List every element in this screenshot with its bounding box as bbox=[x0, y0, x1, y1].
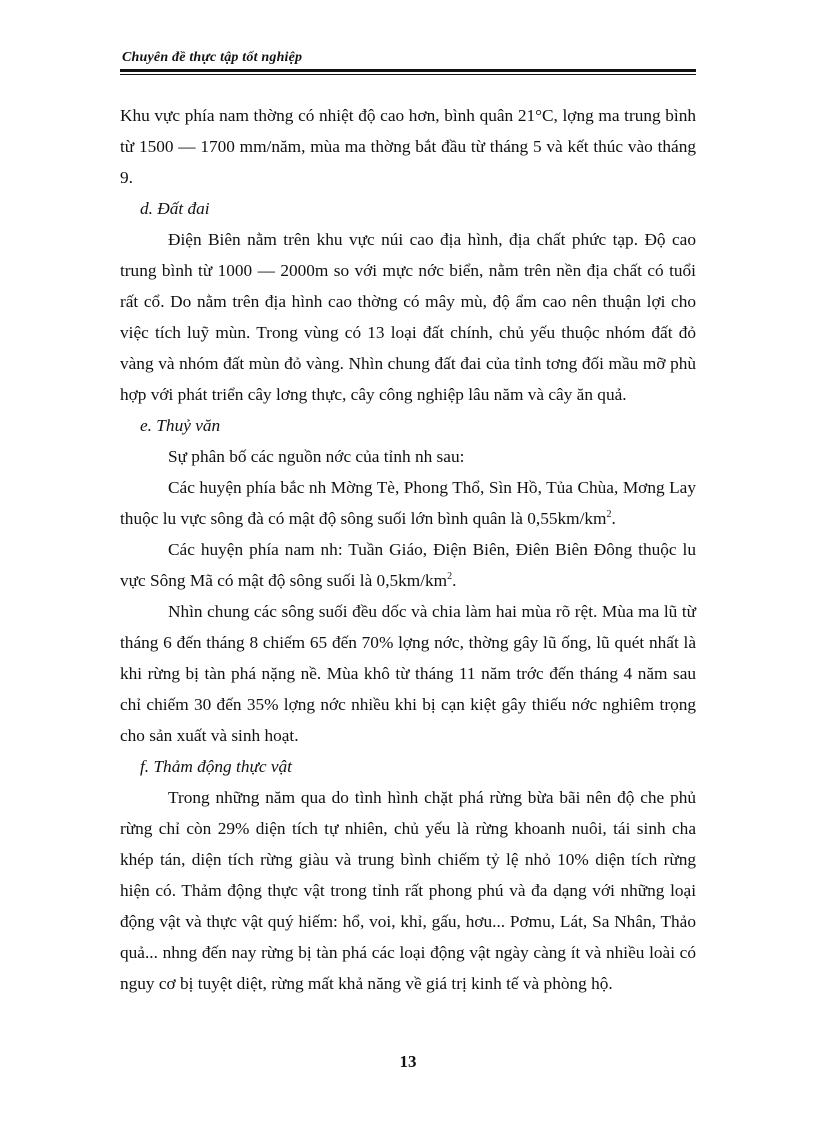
paragraph-forest: Trong những năm qua do tình hình chặt phá rừng bừa bãi nên độ che phủ rừng chỉ còn 29% diện tích tự nhiên, chủ yếu là rừng khoanh nuôi, tái sinh cha khép tán, diện tích rừng giàu và trung bình chiếm tỷ lệ nhỏ 10% diện tích rừng hiện có. Thảm động thực vật trong tỉnh rất phong phú và đa dạng với những loại động vật và thực vật quý hiếm: hổ, voi, khỉ, gấu, hơu... Pơmu, Lát, Sa Nhân, Thảo quả... nhng đến nay rừng bị tàn phá các loại động vật ngày càng ít và nhiều loài có nguy cơ bị tuyệt diệt, rừng mất khả năng về giá trị kinh tế và phòng hộ. bbox=[120, 788, 696, 993]
header-rule-thin bbox=[120, 74, 696, 75]
paragraph-rivers-seasons: Nhìn chung các sông suối đều dốc và chia làm hai mùa rõ rệt. Mùa ma lũ từ tháng 6 đến tháng 8 chiếm 65 đến 70% lợng nớc, thờng gây lũ ống, lũ quét nhất là khi rừng bị tàn phá nặng nề. Mùa khô từ tháng 11 năm trớc đến tháng 4 năm sau chỉ chiếm 30 đến 35% lợng nớc nhiều khi bị cạn kiệt gây thiếu nớc nghiêm trọng cho sản xuất và sinh hoạt. bbox=[120, 602, 696, 745]
north-districts-end: . bbox=[611, 509, 616, 528]
page-header bbox=[120, 50, 696, 75]
paragraph-water-distribution: Sự phân bố các nguồn nớc của tỉnh nh sau: bbox=[168, 447, 465, 466]
paragraph-climate-south: Khu vực phía nam thờng có nhiệt độ cao hơn, bình quân 21°C, lợng ma trung bình từ 1500 — 1700 mm/năm, mùa ma thờng bắt đầu từ tháng 5 và kết thúc vào tháng 9. bbox=[120, 106, 696, 187]
page-number: 13 bbox=[399, 1052, 417, 1071]
south-districts-superscript: 2 bbox=[447, 571, 453, 583]
heading-flora-fauna: f. Thảm động thực vật bbox=[140, 757, 292, 776]
header-rule-thick bbox=[120, 69, 696, 72]
south-districts-end: . bbox=[452, 571, 457, 590]
heading-soil: d. Đất đai bbox=[140, 199, 210, 218]
heading-hydrology: e. Thuỷ văn bbox=[140, 416, 221, 435]
paragraph-north-districts bbox=[120, 472, 696, 534]
paragraph-south-districts bbox=[120, 534, 696, 596]
header-title: Chuyên đề thực tập tốt nghiệp bbox=[122, 50, 303, 65]
north-districts-superscript: 2 bbox=[606, 509, 612, 521]
south-districts-text: Các huyện phía nam nh: Tuần Giáo, Điện Biên, Điên Biên Đông thuộc lu vực Sông Mã có mật độ sông suối là 0,5km/km bbox=[120, 540, 696, 590]
north-districts-text: Các huyện phía bắc nh Mờng Tè, Phong Thổ, Sìn Hồ, Tủa Chùa, Mơng Lay thuộc lu vực sông đà có mật độ sông suối lớn bình quân là 0,55km/km bbox=[120, 478, 696, 528]
page-body bbox=[120, 100, 696, 999]
paragraph-soil: Điện Biên nằm trên khu vực núi cao địa hình, địa chất phức tạp. Độ cao trung bình từ 1000 — 2000m so với mực nớc biển, nằm trên nền địa chất có tuổi rất cổ. Do nằm trên địa hình cao thờng có mây mù, độ ẩm cao nên thuận lợi cho việc tích luỹ mùn. Trong vùng có 13 loại đất chính, chủ yếu thuộc nhóm đất đỏ vàng và nhóm đất mùn đỏ vàng. Nhìn chung đất đai của tỉnh tơng đối mầu mỡ phù hợp với phát triển cây lơng thực, cây công nghiệp lâu năm và cây ăn quả. bbox=[120, 230, 696, 404]
